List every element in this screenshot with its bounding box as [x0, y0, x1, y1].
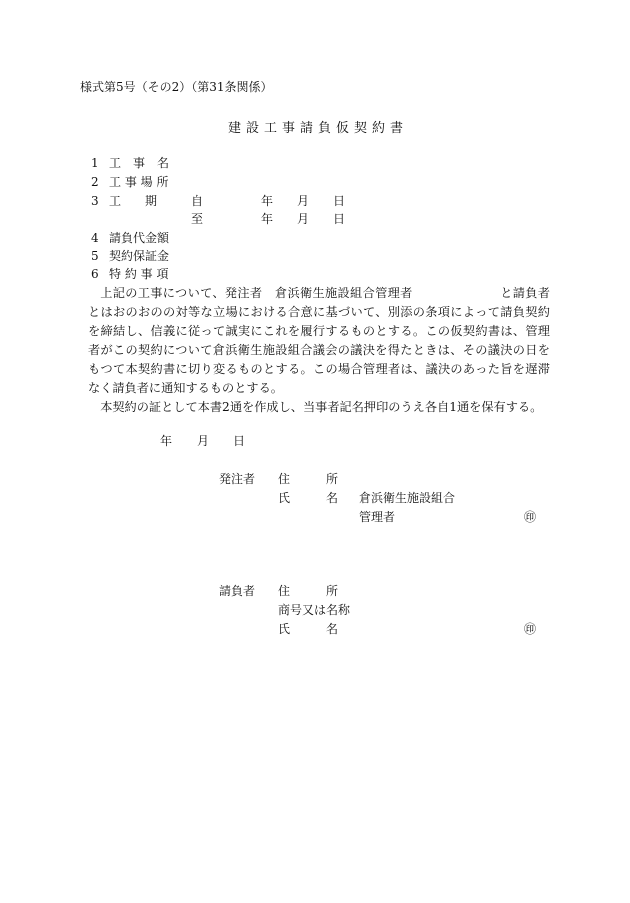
item-number: 2 — [91, 175, 99, 189]
orderer-organization: 倉浜衛生施設組合 — [359, 491, 456, 505]
item-construction-period — [91, 194, 391, 208]
signing-date — [160, 434, 280, 448]
item-construction-site — [91, 175, 169, 189]
item-label: 請負代金額 — [109, 231, 170, 245]
period-to-label: 至 — [191, 212, 204, 226]
date-month: 月 — [197, 434, 210, 448]
item-label: 工 事 名 — [109, 156, 170, 170]
period-day: 日 — [333, 212, 346, 226]
item-special-terms — [91, 267, 169, 281]
item-contract-amount — [91, 231, 170, 245]
item-label: 工 事 場 所 — [109, 175, 169, 189]
contractor-name-label: 氏 名 — [278, 622, 339, 636]
orderer-address-label: 住 所 — [278, 472, 339, 486]
date-day: 日 — [233, 434, 246, 448]
period-month: 月 — [297, 212, 310, 226]
contractor-role: 請負者 — [219, 584, 256, 598]
period-year: 年 — [261, 194, 274, 208]
item-label: 契約保証金 — [109, 249, 170, 263]
orderer-name-label: 氏 名 — [278, 491, 339, 505]
contractor-address-label: 住 所 — [278, 584, 339, 598]
item-number: 4 — [91, 231, 99, 245]
contract-body — [88, 284, 611, 417]
form-number-label: 様式第5号（その2）（第31条関係） — [80, 80, 273, 94]
document-title: 建設工事請負仮契約書 — [228, 121, 409, 136]
item-construction-name — [91, 156, 170, 170]
item-contract-deposit — [91, 249, 170, 263]
orderer-seal-mark: ㊞ — [524, 510, 537, 524]
orderer-role: 発注者 — [219, 472, 256, 486]
orderer-title: 管理者 — [359, 510, 396, 524]
period-year: 年 — [261, 212, 274, 226]
item-number: 3 — [91, 194, 99, 208]
contractor-seal-mark: ㊞ — [524, 622, 537, 636]
body-paragraph-2: 本契約の証として本書2通を作成し、当事者記名押印のうえ各自1通を保有する。 — [100, 400, 543, 414]
period-from-label: 自 — [191, 194, 204, 208]
item-number: 6 — [91, 267, 99, 281]
item-label: 工 期 — [109, 194, 158, 208]
contractor-trade-name-label: 商号又は名称 — [278, 603, 351, 617]
date-year: 年 — [160, 434, 173, 448]
body-paragraph-1: 上記の工事について、発注者 倉浜衛生施設組合管理者 と請負者 とはおのおのの対等な立場における合意に基づいて、別添の条項によって請負契約を締結し、信義に従って誠実にこれを履行するものとする。この仮契約書は、管理者がこの契約について倉浜衛生施設組合議会の議決を得たときは、その議決の日をもつて本契約書に切り変るものとする。この場合管理者は、議決のあった旨を遅滞なく請負者に通知するものとする。 — [88, 286, 611, 395]
item-number: 1 — [91, 156, 99, 170]
period-day: 日 — [333, 194, 346, 208]
period-month: 月 — [297, 194, 310, 208]
item-label: 特 約 事 項 — [109, 267, 169, 281]
item-number: 5 — [91, 249, 99, 263]
